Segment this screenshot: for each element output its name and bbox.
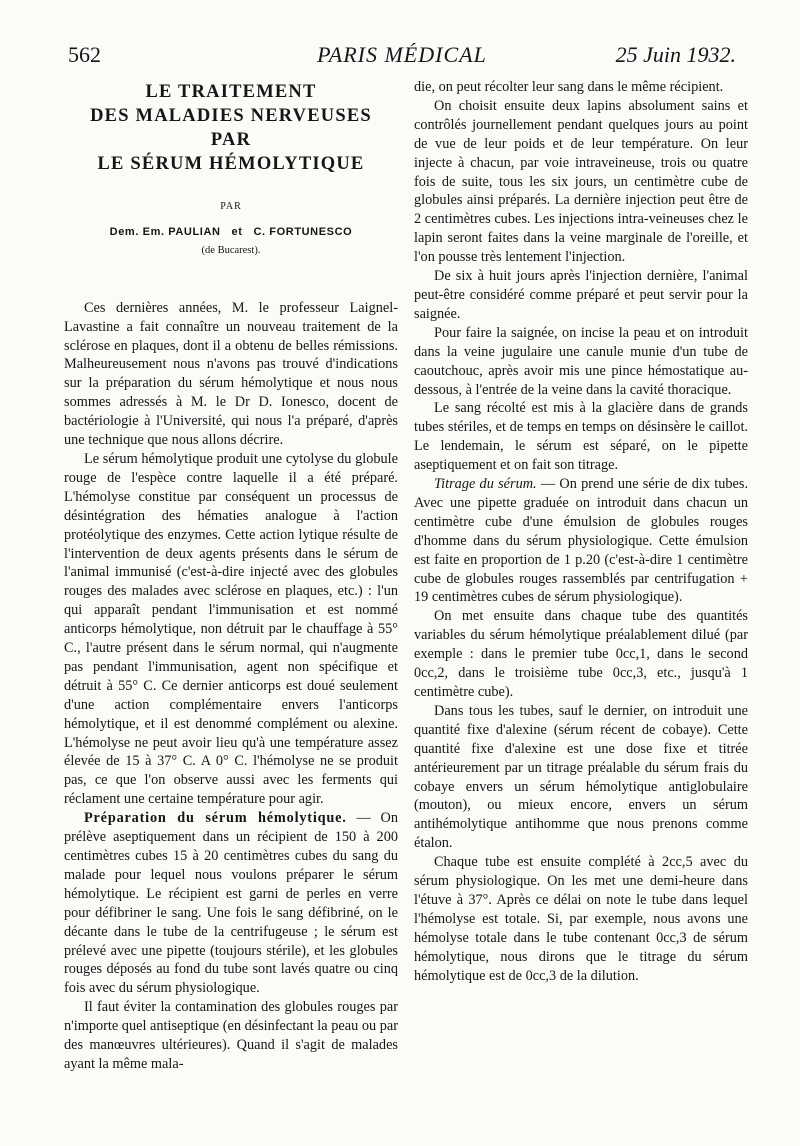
left-column bbox=[64, 78, 398, 1126]
section-heading-titrage: Titrage du sérum. bbox=[434, 476, 537, 493]
right-paragraph-5 bbox=[414, 475, 748, 607]
left-paragraph-4: Il faut éviter la contamination des globules rouges par n'importe quel antiseptique (en désinfectant la peau ou par des manœuvres ultérieures). Quand il s'agit de malades ayant la même mala- bbox=[64, 999, 398, 1072]
left-paragraph-1: Ces dernières années, M. le professeur Laignel-Lavastine a fait connaître un nouveau traitement de la sclérose en plaques, dont il a obtenu de belles rémissions. Malheureusement nous n'avons pas trouvé d'indications sur la préparation du sérum hémolytique et nous nous sommes adressés à M. le Dr D. Ionesco, docent de bactériologie à l'Université, qui nous l'a préparé, d'après une technique que nous allons décrire. bbox=[64, 299, 398, 449]
right-paragraph-7: Dans tous les tubes, sauf le dernier, on introduit une quantité fixe d'alexine (sérum récent de cobaye). Cette quantité fixe d'alexine est une dose fixe et titrée antérieurement par un titrage préalable du sérum frais du cobaye envers un sérum hémolytique antiglobulaire (mouton), ou mieux encore, envers un sérum antihémolytique antihomme que nous prenons comme étalon. bbox=[414, 702, 748, 852]
authors: Dem. Em. PAULIAN et C. FORTUNESCO bbox=[109, 225, 353, 238]
section-body-titrage: — On prend une série de dix tubes. Avec une pipette graduée on introduit dans chacun un centimètre cube d'une émulsion de globules rouges d'homme dans du sérum physiologique. Cette émulsion est faite en proportion de 1 p.20 (c'est-à-dire 1 centimètre cube de globules rouges rassemblés par centrifugation + 19 centimètres cubes de sérum physiologique). bbox=[414, 476, 748, 606]
right-paragraph-3: Pour faire la saignée, on incise la peau et on introduit dans la veine jugulaire une canule munie d'un tube de caoutchouc, après avoir mis une pince hémostatique au-dessous, à l'entrée de la veine dans la cavité thoracique. bbox=[414, 324, 748, 398]
left-paragraph-2: Le sérum hémolytique produit une cytolyse du globule rouge de l'espèce contre laquelle il a été préparé. L'hémolyse constitue par conséquent un processus de désintégration des hématies analogue à l'action protéolytique des enzymes. Cette action lytique résulte de l'intervention de deux agents présents dans le sérum de l'animal immunisé (c'est-à-dire injecté avec des globules rouges des malades avec sclérose en plaques, etc.) : l'un qui apparaît pendant l'immunisation et est nommé anticorps hémolytique, non détruit par le chauffage à 55° C., l'autre présent dans le sérum normal, qui n'augmente pas pendant l'immunisation, agent non spécifique et détruit à 55° C. Ce dernier anticorps est doué seulement d'une action complémentaire envers l'anticorps hémolytique, et il est denommé complément ou alexine. L'hémolyse ne peut avoir lieu qu'à une température assez élevée de 15 à 37° C. A 0° C. l'hémolyse ne se produit pas, ce que l'on observe aussi avec les ferments qui réclament une certaine température pour agir. bbox=[64, 450, 398, 808]
section-heading-preparation: Préparation du sérum hémolytique. bbox=[84, 810, 347, 827]
right-paragraph-4: Le sang récolté est mis à la glacière dans de grands tubes stériles, et de temps en temps on désinsère le caillot. Le lendemain, le sérum est séparé, on le pipette aseptiquement et on fait son titrage. bbox=[414, 400, 748, 474]
title-line-3: PAR bbox=[210, 130, 252, 150]
by-label: PAR bbox=[220, 201, 242, 212]
title-line-1: LE TRAITEMENT bbox=[145, 82, 317, 102]
right-paragraph-8: Chaque tube est ensuite complété à 2cc,5 avec du sérum physiologique. On les met une demi-heure dans l'étuve à 37°. Après ce délai on note le tube dans lequel l'hémolyse est totale. Si, par exemple, nous avons une hémolyse totale dans le tube contenant 0cc,3 de sérum hémolytique, nous dirons que le titrage du sérum hémolytique est de 0cc,3 de la dilution. bbox=[414, 854, 748, 984]
right-paragraph-6: On met ensuite dans chaque tube des quantités variables du sérum hémolytique préalablement dilué (par exemple : dans le premier tube 0cc,1, dans le second 0cc,2, dans le troisième tube 0cc,3, etc., jusqu'à 1 centimètre cube). bbox=[414, 608, 748, 700]
page-header bbox=[68, 40, 736, 74]
right-column bbox=[414, 78, 748, 1126]
right-paragraph-2: De six à huit jours après l'injection dernière, l'animal peut-être considéré comme préparé et peut servir pour la saignée. bbox=[414, 268, 748, 322]
title-line-2: DES MALADIES NERVEUSES bbox=[90, 106, 372, 126]
section-body-preparation: — On prélève aseptiquement dans un récipient de 150 à 200 centimètres cubes 15 à 20 centimètres cubes du sang du malade pour lequel nous voulons préparer le sérum hémolytique. Le récipient est garni de perles en verre pour défibriner le sang. Une fois le sang défibriné, on le décante dans le tube de la centrifugeuse ; le sérum est prélevé avec une pipette (toujours stérile), et les globules rouges déposés au fond du tube sont lavés quatre ou cinq fois avec du sérum physiologique. bbox=[64, 810, 398, 997]
article-title-block bbox=[64, 80, 398, 261]
journal-title: PARIS MÉDICAL bbox=[317, 42, 487, 67]
right-paragraph-1: On choisit ensuite deux lapins absolument sains et contrôlés journellement pendant quelques jours au point de vue de leur poids et de leur température. On leur injecte à chacun, par voie intraveineuse, trois ou quatre fois de suite, tous les six jours, un centimètre cube de globules ainsi préparés. La dernière injection peut être de 2 centimètres cubes. Les injections intra-veineuses chez le lapin seront faites dans la veine marginale de l'oreille, et l'on pousse très lentement l'injection. bbox=[414, 97, 748, 266]
affiliation: (de Bucarest). bbox=[201, 244, 261, 256]
page-number: 562 bbox=[68, 42, 101, 67]
left-paragraph-3 bbox=[64, 809, 398, 998]
issue-date: 25 Juin 1932. bbox=[615, 42, 736, 67]
right-paragraph-0: die, on peut récolter leur sang dans le même récipient. bbox=[414, 79, 724, 95]
title-line-4: LE SÉRUM HÉMOLYTIQUE bbox=[97, 154, 365, 174]
